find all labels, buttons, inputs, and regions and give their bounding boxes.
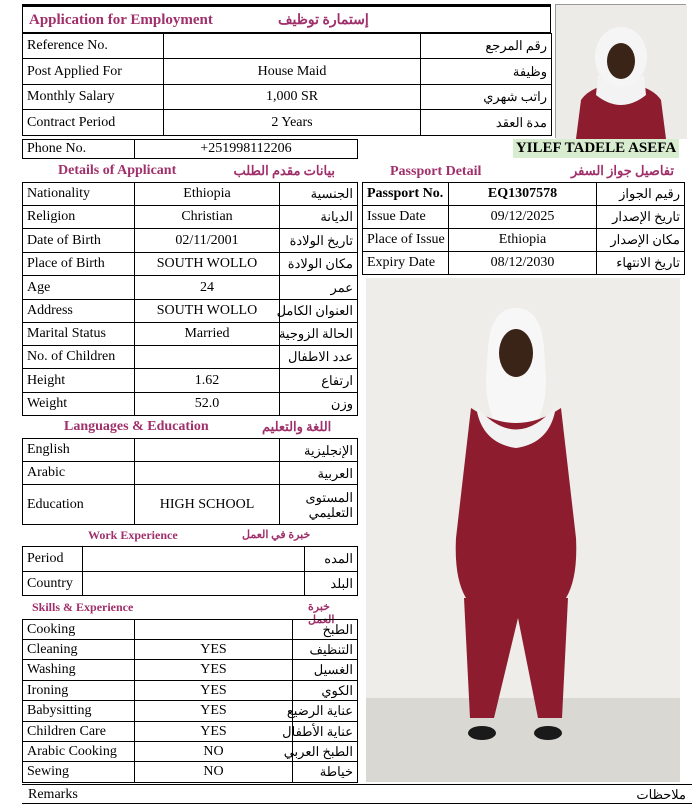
field-label-ar: المستوى التعليمي	[280, 485, 358, 525]
field-label: Education	[23, 485, 135, 525]
phone-value: +251998112206	[135, 140, 358, 159]
field-label: Washing	[23, 660, 135, 681]
table-row	[363, 252, 685, 275]
field-label-ar: وزن	[280, 393, 358, 416]
field-label: Marital Status	[23, 323, 135, 346]
table-row	[23, 762, 358, 783]
applicant-name-banner	[513, 139, 679, 158]
field-label: Nationality	[23, 183, 135, 206]
table-row	[23, 572, 358, 596]
field-label-ar: ارتفاع	[280, 369, 358, 393]
field-label: Weight	[23, 393, 135, 416]
field-value: 08/12/2030	[449, 252, 597, 275]
table-row	[23, 742, 358, 762]
field-label-ar: الإنجليزية	[280, 439, 358, 462]
field-label-ar: العنوان الكامل	[280, 300, 358, 323]
field-label: Ironing	[23, 681, 135, 701]
table-row	[23, 206, 358, 229]
field-label-ar: تاريخ الولادة	[280, 229, 358, 253]
work-section-title: Work Experience خبرة في العمل	[88, 528, 311, 542]
field-value: NO	[135, 742, 293, 762]
field-label: Address	[23, 300, 135, 323]
phone-table	[22, 139, 358, 159]
skills-table	[22, 619, 358, 783]
field-value: 2 Years	[164, 110, 421, 136]
field-value: YES	[135, 640, 293, 660]
field-label: Date of Birth	[23, 229, 135, 253]
field-label: Expiry Date	[363, 252, 449, 275]
field-label-ar: عمر	[280, 276, 358, 300]
field-value: 24	[135, 276, 280, 300]
table-row	[23, 393, 358, 416]
field-label-ar: تاريخ الإصدار	[597, 206, 685, 229]
field-label: Reference No.	[23, 34, 164, 59]
header-bar	[22, 4, 551, 33]
field-label: Cleaning	[23, 640, 135, 660]
field-label: Babysitting	[23, 701, 135, 722]
field-label: Sewing	[23, 762, 135, 783]
applicant-photo-small	[555, 4, 686, 138]
table-row	[23, 300, 358, 323]
field-label-ar: رقيم الجواز	[597, 183, 685, 206]
table-row	[23, 323, 358, 346]
field-value: EQ1307578	[449, 183, 597, 206]
field-label: Monthly Salary	[23, 85, 164, 110]
field-label-ar: راتب شهري	[421, 85, 552, 110]
field-label: Cooking	[23, 620, 135, 640]
field-label-ar: خياطة	[293, 762, 358, 783]
table-row	[23, 34, 552, 59]
field-value: HIGH SCHOOL	[135, 485, 280, 525]
field-value	[135, 439, 280, 462]
person-photo-icon	[556, 5, 687, 139]
table-row	[23, 229, 358, 253]
applicant-name: YILEF TADELE ASEFA	[515, 140, 677, 156]
field-label-ar: رقم المرجع	[421, 34, 552, 59]
table-row	[23, 701, 358, 722]
field-value: 02/11/2001	[135, 229, 280, 253]
field-value: YES	[135, 660, 293, 681]
phone-label: Phone No.	[23, 140, 135, 159]
field-value: YES	[135, 701, 293, 722]
field-label: Post Applied For	[23, 59, 164, 85]
field-value	[164, 34, 421, 59]
field-label-ar: الديانة	[280, 206, 358, 229]
field-label-ar: الكوي	[293, 681, 358, 701]
field-value: Ethiopia	[449, 229, 597, 252]
field-label-ar: مكان الإصدار	[597, 229, 685, 252]
table-row	[23, 681, 358, 701]
field-label: Children Care	[23, 722, 135, 742]
applicant-photo-full	[366, 278, 680, 782]
field-label: Passport No.	[363, 183, 449, 206]
languages-table	[22, 438, 358, 525]
field-value	[83, 547, 305, 572]
field-value: 1.62	[135, 369, 280, 393]
field-value: SOUTH WOLLO	[135, 300, 280, 323]
page-title: Application for Employment	[29, 12, 213, 28]
field-value: YES	[135, 681, 293, 701]
field-label: Issue Date	[363, 206, 449, 229]
table-row	[23, 620, 358, 640]
passport-table	[362, 182, 685, 275]
remarks-label-ar: ملاحظات	[636, 787, 686, 802]
table-row	[23, 722, 358, 742]
table-row	[23, 439, 358, 462]
table-row	[363, 206, 685, 229]
person-full-photo-icon	[366, 278, 680, 782]
field-value	[135, 620, 293, 640]
field-label: Age	[23, 276, 135, 300]
field-label: Arabic	[23, 462, 135, 485]
field-label: Country	[23, 572, 83, 596]
field-value	[83, 572, 305, 596]
field-value: 52.0	[135, 393, 280, 416]
field-value: Christian	[135, 206, 280, 229]
table-row	[23, 462, 358, 485]
field-label: Period	[23, 547, 83, 572]
field-label-ar: مكان الولادة	[280, 253, 358, 276]
field-value: 1,000 SR	[164, 85, 421, 110]
table-row	[23, 369, 358, 393]
field-value: SOUTH WOLLO	[135, 253, 280, 276]
table-row	[23, 85, 552, 110]
languages-section-title: Languages & Education اللغة والتعليم	[64, 419, 332, 434]
field-label: Height	[23, 369, 135, 393]
field-label: No. of Children	[23, 346, 135, 369]
field-label: Contract Period	[23, 110, 164, 136]
table-row	[23, 485, 358, 525]
table-row	[23, 660, 358, 681]
field-value: Married	[135, 323, 280, 346]
field-label-ar: عدد الاطفال	[280, 346, 358, 369]
field-label-ar: البلد	[305, 572, 358, 596]
field-label-ar: الحالة الزوجية	[280, 323, 358, 346]
field-value: Ethiopia	[135, 183, 280, 206]
skills-section-title: Skills & Experience خبرة العمل	[32, 600, 335, 626]
field-label-ar: وظيفة	[421, 59, 552, 85]
field-label-ar: الطبخ العربي	[293, 742, 358, 762]
table-row	[23, 640, 358, 660]
field-label-ar: التنظيف	[293, 640, 358, 660]
field-value: House Maid	[164, 59, 421, 85]
work-table	[22, 546, 358, 596]
field-label-ar: مدة العقد	[421, 110, 552, 136]
field-value	[135, 462, 280, 485]
table-row	[23, 183, 358, 206]
field-label-ar: تاريخ الانتهاء	[597, 252, 685, 275]
table-row	[23, 276, 358, 300]
table-row	[363, 229, 685, 252]
table-row	[23, 253, 358, 276]
field-label-ar: الغسيل	[293, 660, 358, 681]
remarks-bar	[22, 784, 692, 804]
field-label-ar: المده	[305, 547, 358, 572]
table-row	[363, 183, 685, 206]
field-value: NO	[135, 762, 293, 783]
field-value	[135, 346, 280, 369]
table-row	[23, 346, 358, 369]
applicant-table	[22, 182, 358, 416]
table-row	[23, 547, 358, 572]
field-value: YES	[135, 722, 293, 742]
field-label-ar: العربية	[280, 462, 358, 485]
field-label: Place of Issue	[363, 229, 449, 252]
field-label-ar: الطبخ	[293, 620, 358, 640]
page-title-ar: إستمارة توظيف	[278, 13, 369, 28]
field-label-ar: عناية الرضيع	[293, 701, 358, 722]
table-row	[23, 110, 552, 136]
field-label: Place of Birth	[23, 253, 135, 276]
field-label-ar: عناية الأطفال	[293, 722, 358, 742]
field-label: English	[23, 439, 135, 462]
field-label-ar: الجنسية	[280, 183, 358, 206]
top-table	[22, 33, 552, 136]
remarks-label: Remarks	[28, 787, 78, 802]
applicant-section-title: Details of Applicant بيانات مقدم الطلب	[58, 163, 335, 178]
passport-section-title: Passport Detail تفاصيل جواز السفر	[390, 163, 674, 179]
field-label: Religion	[23, 206, 135, 229]
field-value: 09/12/2025	[449, 206, 597, 229]
table-row	[23, 59, 552, 85]
field-label: Arabic Cooking	[23, 742, 135, 762]
